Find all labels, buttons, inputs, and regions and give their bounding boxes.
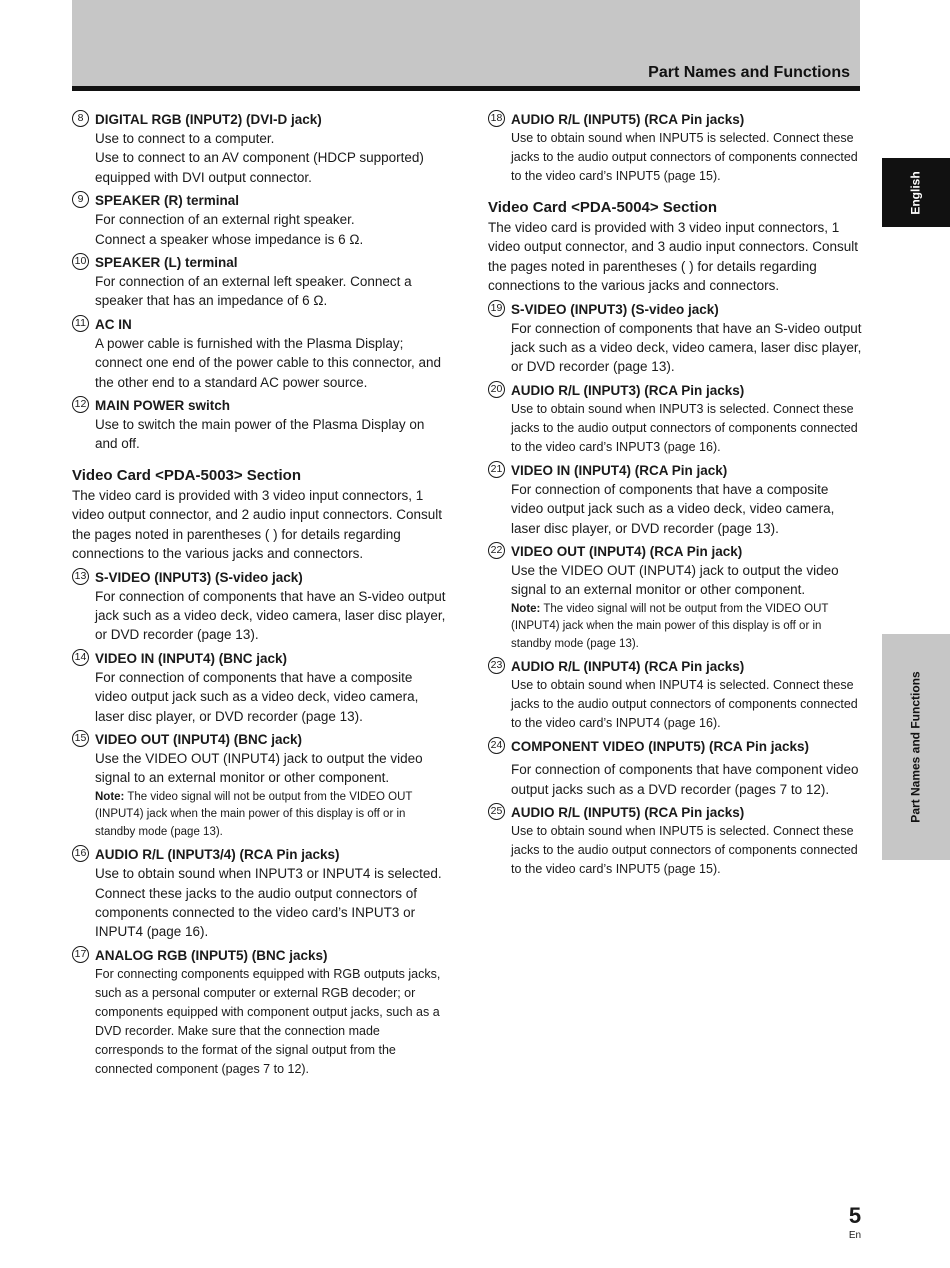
- note-label: Note:: [95, 790, 125, 803]
- list-item: [488, 381, 862, 457]
- header-rule: [72, 86, 860, 91]
- list-item: [72, 649, 448, 726]
- list-item: [72, 396, 448, 454]
- section-intro: The video card is provided with 3 video input connectors, 1 video output connector, and 3 audio input connectors. Consult the pages noted in parentheses ( ) for details regarding connections to the various jacks and connectors.: [488, 220, 859, 294]
- left-column: [72, 110, 448, 1083]
- language-tab: [882, 158, 950, 227]
- list-item: [488, 461, 862, 538]
- item-title: DIGITAL RGB (INPUT2) (DVI-D jack): [95, 112, 322, 127]
- item-number: 13: [72, 568, 89, 585]
- list-item: [488, 542, 862, 653]
- item-body: For connection of components that have a composite video output jack such as a video deck, video camera, laser disc player, or DVD recorder (page 13).: [95, 669, 419, 724]
- section-intro: The video card is provided with 3 video input connectors, 1 video output connector, and 2 audio input connectors. Consult the pages noted in parentheses ( ) for details regarding connections to the various jacks and connectors.: [72, 487, 443, 562]
- item-title: AUDIO R/L (INPUT5) (RCA Pin jacks): [511, 805, 745, 821]
- item-body: Use to obtain sound when INPUT5 is selected. Connect these jacks to the audio output connectors of components connected to the video card’s INPUT5 (page 15).: [511, 131, 858, 183]
- section-tab: [882, 634, 950, 860]
- item-body: For connection of components that have an S-video output jack such as a video deck, video camera, laser disc player, or DVD recorder (page 13).: [95, 588, 446, 643]
- item-number: 11: [72, 315, 89, 332]
- item-number: 22: [488, 542, 505, 559]
- item-number: 12: [72, 396, 89, 413]
- item-title: SPEAKER (R) terminal: [95, 193, 240, 209]
- item-body: Use the VIDEO OUT (INPUT4) jack to output the video signal to an external monitor or other component.: [95, 750, 423, 786]
- note-text: The video signal will not be output from the VIDEO OUT (INPUT4) jack when the main power of this display is off or in standby mode (page 13).: [95, 790, 413, 838]
- list-item: [488, 657, 862, 733]
- list-item: [72, 845, 448, 942]
- item-title: VIDEO IN (INPUT4) (RCA Pin jack): [511, 462, 728, 478]
- item-title: AUDIO R/L (INPUT5) (RCA Pin jacks): [511, 112, 745, 127]
- item-body: Use to switch the main power of the Plasma Display on and off.: [95, 417, 425, 452]
- item-title: MAIN POWER switch: [95, 398, 231, 414]
- list-item: [72, 568, 448, 645]
- item-number: 8: [72, 110, 89, 127]
- item-number: 16: [72, 845, 89, 862]
- item-title: AUDIO R/L (INPUT3/4) (RCA Pin jacks): [95, 847, 340, 863]
- item-body: Use to connect to a computer. Use to connect to an AV component (HDCP supported) equipped with DVI output connector.: [95, 131, 424, 185]
- list-item: [72, 730, 448, 841]
- item-title: S-VIDEO (INPUT3) (S-video jack): [95, 569, 303, 585]
- item-body: Use to obtain sound when INPUT5 is selected. Connect these jacks to the audio output connectors of components connected to the video card’s INPUT5 (page 15).: [511, 824, 858, 877]
- item-body: For connection of an external left speaker. Connect a speaker that has an impedance of 6 Ω.: [95, 274, 412, 309]
- page-language-code: En: [848, 1230, 862, 1241]
- item-number: 14: [72, 649, 89, 666]
- list-item: [72, 110, 448, 187]
- list-item: [488, 300, 862, 377]
- item-number: 19: [488, 300, 505, 317]
- item-body: For connection of components that have a composite video output jack such as a video deck, video camera, laser disc player, or DVD recorder (page 13).: [511, 481, 835, 536]
- list-item: [72, 253, 448, 311]
- language-tab-label: English: [909, 170, 923, 215]
- list-item: [488, 737, 862, 799]
- item-body: For connection of an external right speaker. Connect a speaker whose impedance is 6 Ω.: [95, 212, 364, 247]
- header-band: [72, 0, 860, 86]
- note: [95, 789, 448, 842]
- item-number: 9: [72, 191, 89, 208]
- item-number: 18: [488, 110, 505, 127]
- item-title: VIDEO OUT (INPUT4) (BNC jack): [95, 731, 303, 747]
- list-item: [72, 315, 448, 392]
- item-body: Use the VIDEO OUT (INPUT4) jack to output the video signal to an external monitor or other component.: [511, 563, 839, 598]
- item-number: 24: [488, 737, 505, 754]
- section-heading: Video Card <PDA-5003> Section: [72, 466, 301, 484]
- item-body: Use to obtain sound when INPUT3 or INPUT4 is selected. Connect these jacks to the audio output connectors of components connected to the video card’s INPUT3 or INPUT4 (page 16).: [95, 866, 442, 940]
- item-title: VIDEO IN (INPUT4) (BNC jack): [95, 650, 288, 666]
- item-number: 21: [488, 461, 505, 478]
- list-item: [72, 946, 448, 1079]
- item-title: SPEAKER (L) terminal: [95, 255, 238, 271]
- item-body: Use to obtain sound when INPUT3 is selected. Connect these jacks to the audio output connectors of components connected to the video card’s INPUT3 (page 16).: [511, 401, 858, 454]
- item-body: A power cable is furnished with the Plasma Display; connect one end of the power cable to this connector, and the other end to a standard AC power source.: [95, 335, 441, 390]
- list-item: [488, 803, 862, 879]
- item-title: COMPONENT VIDEO (INPUT5) (RCA Pin jacks): [511, 739, 810, 755]
- note-label: Note:: [511, 602, 541, 615]
- item-body: Use to obtain sound when INPUT4 is selected. Connect these jacks to the audio output connectors of components connected to the video card’s INPUT4 (page 16).: [511, 678, 858, 731]
- item-number: 15: [72, 730, 89, 747]
- section-heading: Video Card <PDA-5004> Section: [488, 199, 717, 216]
- item-title: VIDEO OUT (INPUT4) (RCA Pin jack): [511, 544, 743, 560]
- item-body: For connecting components equipped with RGB outputs jacks, such as a personal computer or external RGB decoder; or components equipped with component output jacks, such as a DVD recorder. Make sure that the connection made corresponds to the format of the signal output from the connected component (pages 7 to 12).: [95, 966, 441, 1076]
- item-title: AC IN: [95, 316, 132, 332]
- item-body: For connection of components that have component video output jacks such as a DVD recorder (pages 7 to 12).: [511, 762, 859, 797]
- section-tab-label: Part Names and Functions: [909, 671, 923, 823]
- item-number: 17: [72, 946, 89, 963]
- item-title: ANALOG RGB (INPUT5) (BNC jacks): [95, 947, 328, 963]
- item-number: 20: [488, 381, 505, 398]
- item-title: S-VIDEO (INPUT3) (S-video jack): [511, 301, 719, 317]
- list-item: [72, 191, 448, 249]
- page-number: 5: [848, 1203, 862, 1228]
- item-number: 10: [72, 253, 89, 270]
- item-number: 25: [488, 803, 505, 820]
- item-number: 23: [488, 657, 505, 674]
- right-column: [488, 110, 862, 883]
- item-body: For connection of components that have an S-video output jack such as a video deck, video camera, laser disc player, or DVD recorder (page 13).: [511, 320, 862, 375]
- list-item: [488, 110, 862, 186]
- page-title: Part Names and Functions: [648, 64, 850, 81]
- note-text: The video signal will not be output from the VIDEO OUT (INPUT4) jack when the main power of this display is off or in standby mode (page 13).: [511, 602, 829, 650]
- item-title: AUDIO R/L (INPUT3) (RCA Pin jacks): [511, 382, 745, 398]
- note: [511, 601, 862, 654]
- item-title: AUDIO R/L (INPUT4) (RCA Pin jacks): [511, 659, 745, 675]
